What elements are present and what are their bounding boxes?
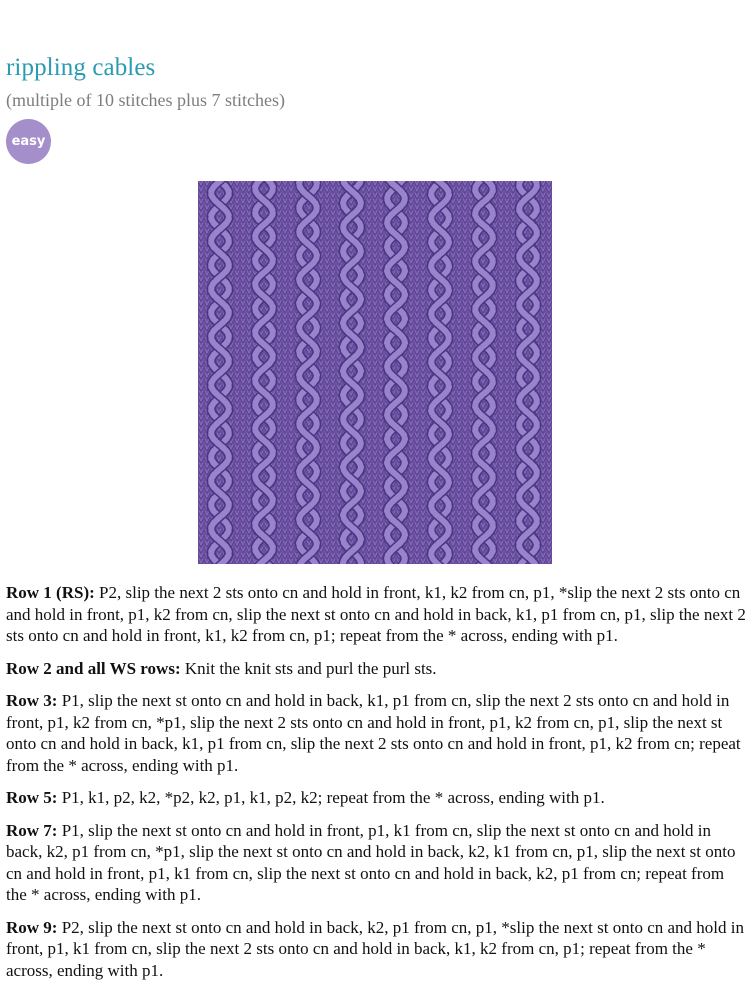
- row-text: P2, slip the next 2 sts onto cn and hold in front, k1, k2 from cn, p1, *slip the next 2 sts onto cn and hold in front, p1, k2 from cn, slip the next st onto cn and hold in back, k1, p1 from cn, p1, slip the next 2 sts onto cn and hold in front, k1, k2 from cn, p1; repeat from the * across, ending with p1.: [6, 583, 746, 645]
- row-instructions: [6, 582, 746, 992]
- row-9-instruction: [6, 917, 746, 982]
- row-5-instruction: [6, 787, 746, 809]
- row-label: Row 9:: [6, 917, 58, 937]
- row-text: P2, slip the next st onto cn and hold in back, k2, p1 from cn, p1, *slip the next st onto cn and hold in front, p1, k1 from cn, slip the next 2 sts onto cn and hold in back, k1, k2 from cn, p1; repeat from the * across, ending with p1.: [6, 917, 745, 980]
- row-7-instruction: [6, 820, 746, 906]
- row-text: P1, k1, p2, k2, *p2, k2, p1, k1, p2, k2; repeat from the * across, ending with p1.: [61, 788, 605, 807]
- difficulty-badge: [6, 119, 51, 164]
- row-3-instruction: [6, 690, 746, 776]
- row-2-instruction: [6, 658, 746, 680]
- row-label: Row 2 and all WS rows:: [6, 658, 181, 678]
- row-label: Row 5:: [6, 788, 58, 807]
- row-label: Row 3:: [6, 691, 58, 710]
- knitted-swatch-photo: [198, 181, 552, 564]
- row-label: Row 1 (RS):: [6, 583, 95, 602]
- pattern-title: rippling cables: [6, 54, 156, 81]
- row-text: Knit the knit sts and purl the purl sts.: [184, 658, 437, 678]
- difficulty-label: easy: [11, 134, 46, 149]
- row-text: P1, slip the next st onto cn and hold in back, k1, p1 from cn, slip the next 2 sts onto cn and hold in front, p1, k2 from cn, *p1, slip the next 2 sts onto cn and hold in front, p1, k2 from cn, p1, slip the next st onto cn and hold in back, k1, p1 from cn, slip the next 2 sts onto cn and hold in front, p1, k2 from cn; repeat from the * across, ending with p1.: [6, 691, 741, 775]
- row-text: P1, slip the next st onto cn and hold in front, p1, k1 from cn, slip the next st onto cn and hold in back, k2, p1 from cn, *p1, slip the next st onto cn and hold in back, k2, k1 from cn, p1, slip the next st onto cn and hold in front, p1, k1 from cn, slip the next st onto cn and hold in back, k2, p1 from cn; repeat from the * across, ending with p1.: [6, 820, 736, 904]
- row-1-instruction: [6, 582, 746, 647]
- pattern-stitch-multiple: (multiple of 10 stitches plus 7 stitches): [6, 90, 285, 110]
- row-label: Row 7:: [6, 820, 58, 840]
